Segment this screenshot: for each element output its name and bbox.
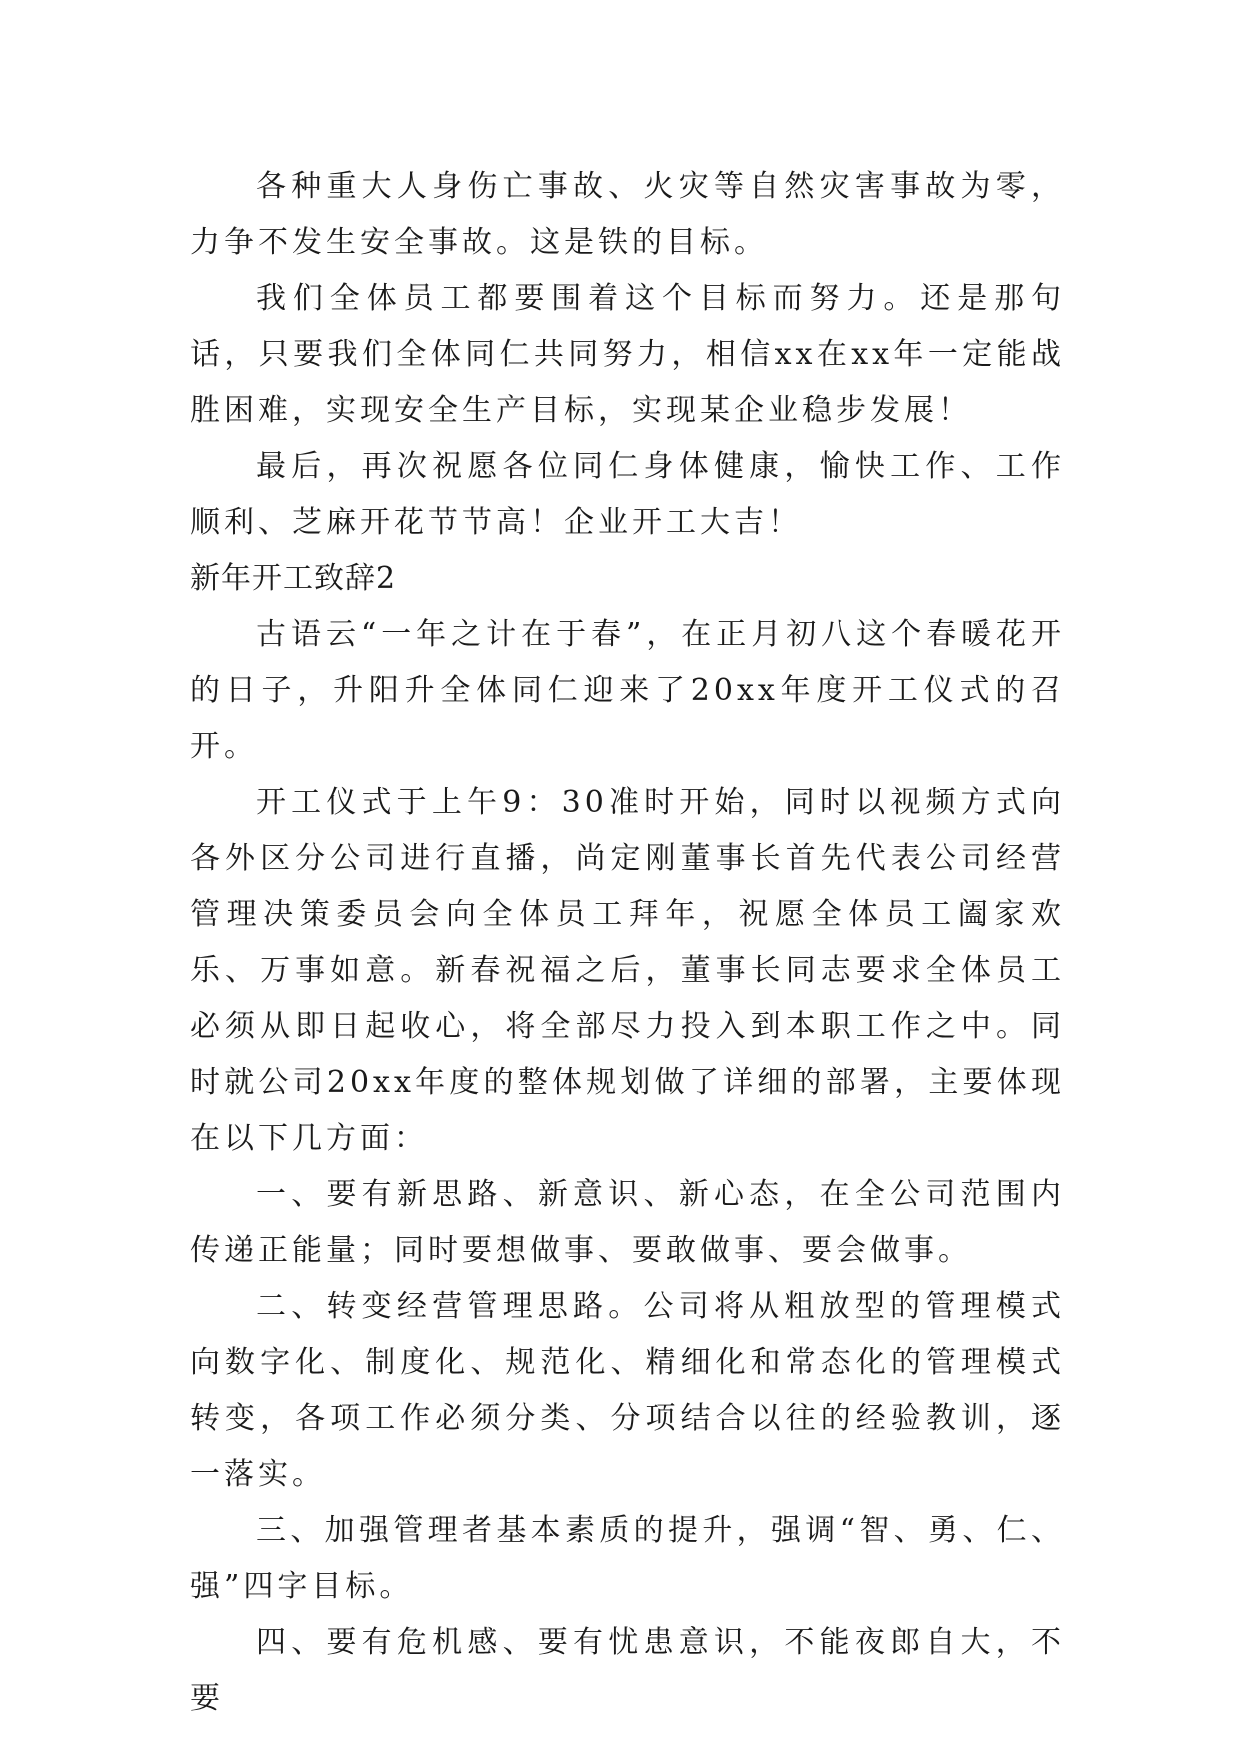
paragraph: 二、转变经营管理思路。公司将从粗放型的管理模式向数字化、制度化、规范化、精细化和常态化的管理模式转变，各项工作必须分类、分项结合以往的经验教训，逐一落实。 xyxy=(190,1289,1065,1492)
paragraph: 开工仪式于上午9：30准时开始，同时以视频方式向各外区分公司进行直播，尚定刚董事长首先代表公司经营管理决策委员会向全体员工拜年，祝愿全体员工阖家欢乐、万事如意。新春祝福之后，董事长同志要求全体员工必须从即日起收心，将全部尽力投入到本职工作之中。同时就公司20xx年度的整体规划做了详细的部署，主要体现在以下几方面： xyxy=(190,785,1065,1156)
document-body xyxy=(190,159,1065,1727)
paragraph: 我们全体员工都要围着这个目标而努力。还是那句话，只要我们全体同仁共同努力，相信xx在xx年一定能战胜困难，实现安全生产目标，实现某企业稳步发展！ xyxy=(190,281,1065,428)
paragraph: 最后，再次祝愿各位同仁身体健康，愉快工作、工作顺利、芝麻开花节节高！企业开工大吉！ xyxy=(190,449,1065,540)
paragraph: 四、要有危机感、要有忧患意识，不能夜郎自大，不要 xyxy=(190,1625,1065,1716)
paragraph: 古语云“一年之计在于春”，在正月初八这个春暖花开的日子，升阳升全体同仁迎来了20xx年度开工仪式的召开。 xyxy=(190,617,1065,764)
paragraph: 三、加强管理者基本素质的提升，强调“智、勇、仁、强”四字目标。 xyxy=(190,1513,1065,1604)
paragraph: 各种重大人身伤亡事故、火灾等自然灾害事故为零，力争不发生安全事故。这是铁的目标。 xyxy=(190,169,1065,260)
paragraph: 一、要有新思路、新意识、新心态，在全公司范围内传递正能量；同时要想做事、要敢做事、要会做事。 xyxy=(190,1177,1065,1268)
section-title: 新年开工致辞2 xyxy=(190,561,397,596)
